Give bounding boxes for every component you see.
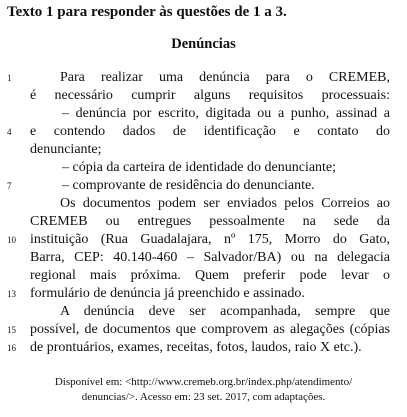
line-number: 10 xyxy=(7,235,16,245)
text-line: CREMEB ou entregues pessoalmente na sede da xyxy=(30,214,390,229)
text-line: formulário de denúncia já preenchido e assinado. xyxy=(30,286,305,301)
text-line: Barra, CEP: 40.140-460 – Salvador/BA) ou na delegacia xyxy=(30,250,390,265)
text-line: denunciante; xyxy=(30,142,102,157)
line-number: 4 xyxy=(7,127,12,137)
text-line: – cópia da carteira de identidade do denunciante; xyxy=(62,160,337,175)
text-line: de prontuários, exames, receitas, fotos, laudos, raio X etc.). xyxy=(30,340,362,355)
line-number: 1 xyxy=(7,73,12,83)
text-line: regional mais próxima. Quem preferir pode levar o xyxy=(30,268,390,283)
text-line: e contendo dados de identificação e contato do xyxy=(30,124,390,139)
line-number: 16 xyxy=(7,343,16,353)
text-title: Denúncias xyxy=(171,36,236,52)
text-line: Os documentos podem ser enviados pelos Correios ao xyxy=(60,196,390,211)
source-line: denuncias/>. Acesso em: 23 set. 2017, com adaptações. xyxy=(81,391,326,403)
text-line: é necessário cumprir alguns requisitos processuais: xyxy=(30,88,390,103)
text-line: instituição (Rua Guadalajara, nº 175, Morro do Gato, xyxy=(30,232,390,247)
text-line: Para realizar uma denúncia para o CREMEB, xyxy=(60,70,390,85)
text-line: – denúncia por escrito, digitada ou a punho, assinad a xyxy=(62,106,390,121)
text-line: A denúncia deve ser acompanhada, sempre que xyxy=(60,304,390,319)
line-number: 13 xyxy=(7,289,16,299)
text-line: possível, de documentos que comprovem as alegações (cópias xyxy=(30,322,390,337)
line-number: 7 xyxy=(7,181,12,191)
question-header: Texto 1 para responder às questões de 1 a 3. xyxy=(7,4,287,20)
text-line: – comprovante de residência do denunciante. xyxy=(62,178,315,193)
source-line: Disponível em: <http://www.cremeb.org.br/index.php/atendimento/ xyxy=(54,376,353,388)
source-citation xyxy=(0,375,407,405)
line-number: 15 xyxy=(7,325,16,335)
